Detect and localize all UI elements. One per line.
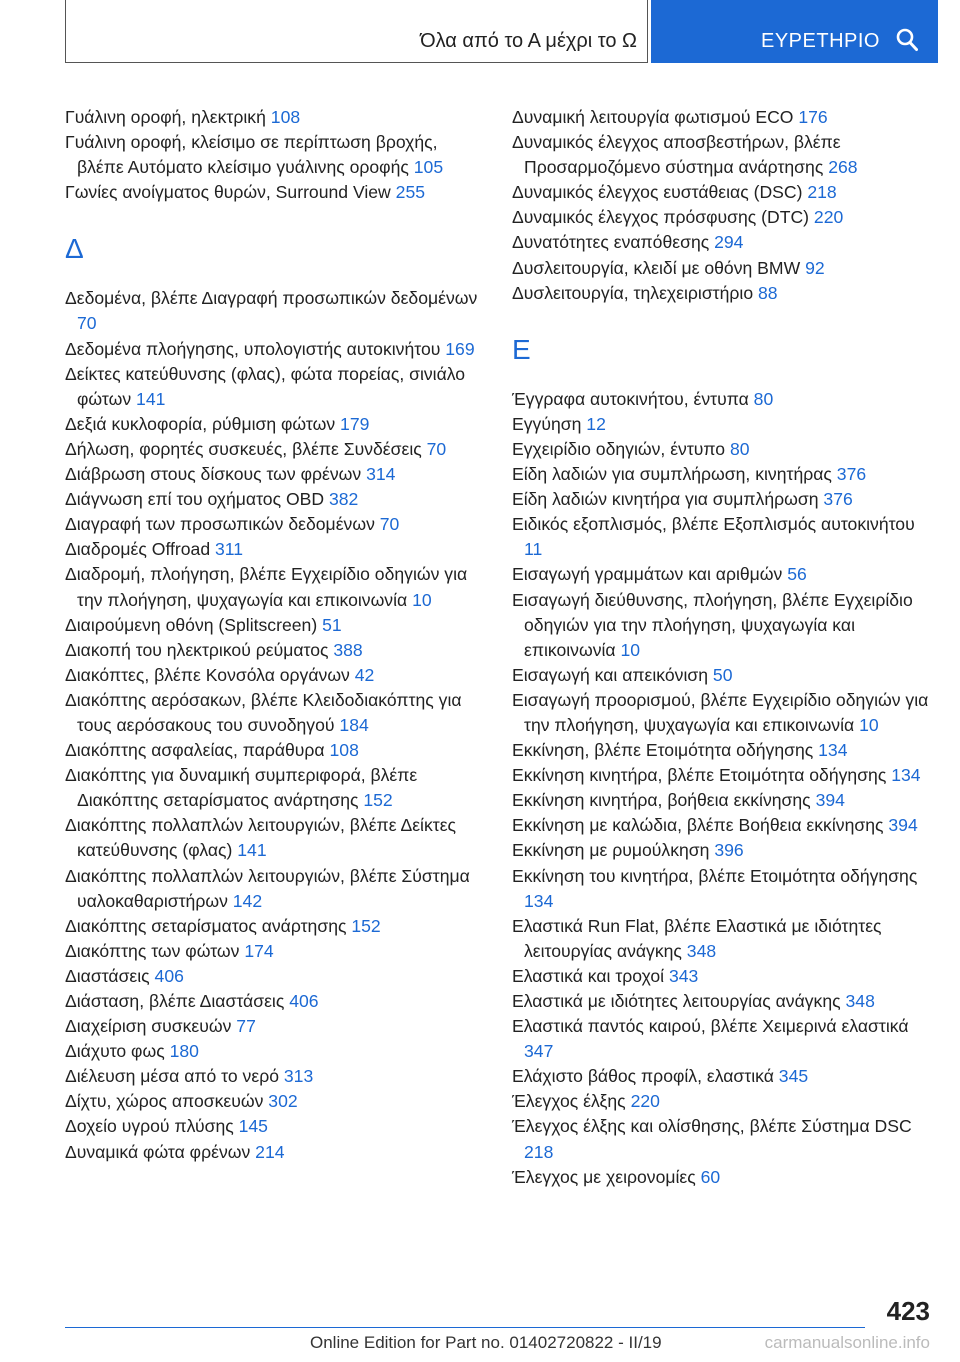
index-entry-text: Διακόπτης πολλαπλών λειτουργιών, βλέπε Σύστημα υαλοκαθαριστήρων bbox=[65, 865, 470, 911]
section-letter: Ε bbox=[512, 333, 531, 365]
index-entry-text: Δυνατότητες εναπόθεσης bbox=[512, 232, 710, 253]
index-entry-text: Εκκίνηση με ρυμούλκηση bbox=[512, 840, 710, 861]
page-link[interactable]: 80 bbox=[753, 388, 774, 409]
index-entry bbox=[512, 688, 932, 738]
index-entry bbox=[65, 638, 485, 663]
page-link[interactable]: 141 bbox=[237, 840, 267, 861]
index-entry bbox=[65, 914, 485, 939]
section-letter: Δ bbox=[65, 233, 84, 265]
index-entry bbox=[512, 864, 932, 914]
index-entry-text: Δυσλειτουργία, τηλεχειριστήριο bbox=[512, 282, 754, 303]
page-link[interactable]: 169 bbox=[445, 338, 475, 359]
tab-a-to-z[interactable] bbox=[65, 0, 648, 63]
page-link[interactable]: 220 bbox=[813, 207, 844, 228]
index-entry bbox=[65, 738, 485, 763]
index-entry bbox=[65, 337, 485, 362]
page-link[interactable]: 60 bbox=[700, 1166, 721, 1187]
index-entry bbox=[65, 1064, 485, 1089]
index-entry bbox=[512, 437, 932, 462]
footer-rule bbox=[65, 1327, 865, 1328]
page-link[interactable]: 134 bbox=[524, 890, 554, 911]
index-entry bbox=[512, 1114, 932, 1164]
index-entry-text: Δυναμικός έλεγχος ευστάθειας (DSC) bbox=[512, 182, 803, 203]
index-entry bbox=[512, 1014, 932, 1064]
index-entry bbox=[512, 412, 932, 437]
page-link[interactable]: 12 bbox=[586, 413, 606, 434]
page-link[interactable]: 220 bbox=[630, 1091, 660, 1112]
page-link[interactable]: 348 bbox=[845, 991, 875, 1011]
index-entry-text: Γωνίες ανοίγματος θυρών, Surround View bbox=[65, 182, 391, 203]
index-entry bbox=[512, 462, 932, 487]
page-link[interactable]: 10 bbox=[412, 589, 432, 610]
index-entry-text: Εκκίνηση κινητήρα, βοήθεια εκκίνησης bbox=[512, 790, 811, 811]
page-link[interactable]: 152 bbox=[363, 790, 393, 811]
index-entry bbox=[65, 939, 485, 964]
index-entry-text: Δυσλειτουργία, κλειδί με οθόνη BMW bbox=[512, 257, 801, 278]
index-entry bbox=[65, 864, 485, 914]
page-number: 423 bbox=[886, 1296, 930, 1326]
index-entry bbox=[65, 562, 485, 612]
page-link[interactable]: 51 bbox=[322, 614, 342, 635]
page-link[interactable]: 10 bbox=[620, 639, 641, 660]
page-link[interactable]: 50 bbox=[712, 664, 733, 685]
page-link[interactable]: 268 bbox=[828, 157, 858, 178]
page-link[interactable]: 141 bbox=[136, 388, 166, 409]
index-entry bbox=[65, 763, 485, 813]
index-entry-text: Δείκτες κατεύθυνσης (φλας), φώτα πορείας, σινιάλο φώτων bbox=[65, 363, 466, 409]
index-entry-text: Δυναμικός έλεγχος αποσβεστήρων, βλέπε Προσαρμοζόμενο σύστημα ανάρτησης bbox=[512, 132, 841, 178]
index-entry bbox=[512, 105, 932, 130]
page-link[interactable]: 294 bbox=[714, 232, 744, 253]
index-entry-text: Ελαστικά και τροχοί bbox=[512, 965, 665, 986]
index-entry bbox=[65, 362, 485, 412]
page-link[interactable]: 70 bbox=[426, 438, 447, 459]
page-link[interactable]: 10 bbox=[859, 714, 879, 735]
index-entry bbox=[512, 1064, 932, 1089]
page-link[interactable]: 345 bbox=[778, 1066, 809, 1087]
page-link[interactable]: 142 bbox=[232, 890, 263, 911]
index-entry bbox=[512, 562, 932, 587]
page-link[interactable]: 406 bbox=[289, 991, 319, 1011]
index-entry-text: Ειδικός εξοπλισμός, βλέπε Εξοπλισμός αυτοκινήτου bbox=[512, 514, 915, 535]
index-entry bbox=[65, 813, 485, 863]
index-entry bbox=[512, 130, 932, 180]
index-entry bbox=[512, 256, 932, 281]
index-entry-text: Διακόπτης για δυναμική συμπεριφορά, βλέπε Διακόπτης σεταρίσματος ανάρτησης bbox=[65, 765, 418, 811]
page-link[interactable]: 218 bbox=[524, 1141, 554, 1162]
index-entry-text: Έλεγχος έλξης bbox=[512, 1091, 626, 1112]
index-entry-text: Ελαστικά παντός καιρού, βλέπε Χειμερινά ελαστικά bbox=[512, 1016, 909, 1037]
index-entry-text: Εκκίνηση του κινητήρα, βλέπε Ετοιμότητα οδήγησης bbox=[512, 865, 918, 886]
page-link[interactable]: 255 bbox=[395, 182, 426, 203]
page-link[interactable]: 343 bbox=[668, 965, 699, 986]
page-link[interactable]: 184 bbox=[339, 714, 369, 735]
page-link[interactable]: 105 bbox=[413, 157, 444, 178]
index-entry bbox=[512, 813, 932, 838]
index-entry-text: Εισαγωγή προορισμού, βλέπε Εγχειρίδιο οδηγιών για την πλοήγηση, ψυχαγωγία και επικοινωνία bbox=[512, 689, 929, 735]
search-icon[interactable] bbox=[896, 28, 918, 52]
index-entry-text: Διαχείριση συσκευών bbox=[65, 1016, 232, 1037]
page-link[interactable]: 218 bbox=[807, 182, 837, 203]
index-entry-text: Γυάλινη οροφή, ηλεκτρική bbox=[65, 107, 266, 127]
index-entry-text: Εκκίνηση με καλώδια, βλέπε Βοήθεια εκκίνησης bbox=[512, 815, 884, 836]
index-entry-text: Εισαγωγή γραμμάτων και αριθμών bbox=[512, 564, 783, 585]
index-entry bbox=[512, 1089, 932, 1114]
tab-index-label: ΕΥΡΕΤΗΡΙΟ bbox=[761, 30, 880, 52]
page-link[interactable]: 108 bbox=[329, 740, 359, 761]
index-entry-text: Εκκίνηση, βλέπε Ετοιμότητα οδήγησης bbox=[512, 740, 814, 761]
index-entry bbox=[512, 964, 932, 989]
index-entry bbox=[65, 613, 485, 638]
index-entry-text: Διαδρομές Offroad bbox=[65, 539, 211, 560]
index-entry bbox=[512, 281, 932, 306]
page-link[interactable]: 347 bbox=[524, 1041, 554, 1062]
index-entry bbox=[65, 688, 485, 738]
index-entry bbox=[65, 1014, 485, 1039]
page-link[interactable]: 311 bbox=[215, 539, 244, 560]
index-entry bbox=[512, 230, 932, 255]
index-entry bbox=[65, 1140, 485, 1165]
page-link[interactable]: 214 bbox=[255, 1141, 285, 1162]
page-link[interactable]: 376 bbox=[823, 489, 853, 510]
page-link[interactable]: 314 bbox=[366, 464, 396, 485]
page-link[interactable]: 70 bbox=[379, 514, 400, 535]
index-entry-text: Διέλευση μέσα από το νερό bbox=[65, 1066, 279, 1087]
index-entry-text: Εισαγωγή και απεικόνιση bbox=[512, 664, 709, 685]
index-entry bbox=[65, 964, 485, 989]
index-entry-text: Εισαγωγή διεύθυνσης, πλοήγηση, βλέπε Εγχειρίδιο οδηγιών για την πλοήγηση, ψυχαγωγία και επικοινωνία bbox=[512, 589, 913, 660]
page-link[interactable]: 406 bbox=[154, 965, 184, 986]
edition-footer: Online Edition for Part no. 01402720822 - II/19 bbox=[310, 1333, 662, 1352]
page-link[interactable]: 394 bbox=[888, 815, 918, 836]
index-entry bbox=[512, 838, 932, 863]
index-entry-text: Διακόπτης ασφαλείας, παράθυρα bbox=[65, 740, 325, 761]
page-link[interactable]: 134 bbox=[818, 740, 848, 761]
page-link[interactable]: 80 bbox=[729, 438, 750, 459]
index-entry bbox=[512, 989, 932, 1014]
index-entry bbox=[512, 180, 932, 205]
page-link[interactable]: 348 bbox=[686, 940, 717, 961]
index-entry bbox=[512, 763, 932, 788]
tab-index[interactable] bbox=[651, 0, 938, 63]
index-entry-text: Είδη λαδιών για συμπλήρωση, κινητήρας bbox=[512, 464, 832, 485]
index-entry-text: Ελάχιστο βάθος προφίλ, ελαστικά bbox=[512, 1066, 774, 1087]
index-entry-text: Έλεγχος έλξης και ολίσθησης, βλέπε Σύστημα DSC bbox=[512, 1116, 912, 1137]
index-entry-text: Διακόπτης αερόσακων, βλέπε Κλειδοδιακόπτης για τους αερόσακους του συνοδηγού bbox=[65, 689, 462, 735]
page-link[interactable]: 92 bbox=[805, 257, 825, 278]
page-link[interactable]: 174 bbox=[244, 940, 274, 961]
page-link[interactable]: 56 bbox=[787, 564, 807, 585]
page-link[interactable]: 176 bbox=[798, 107, 828, 127]
page-link[interactable]: 394 bbox=[815, 790, 845, 811]
index-entry-text: Διαδρομή, πλοήγηση, βλέπε Εγχειρίδιο οδηγιών για την πλοήγηση, ψυχαγωγία και επικοινωνία bbox=[65, 564, 468, 610]
index-entry-text: Δεδομένα, βλέπε Διαγραφή προσωπικών δεδομένων bbox=[65, 288, 478, 309]
index-entry-text: Διακόπτες, βλέπε Κονσόλα οργάνων bbox=[65, 664, 350, 685]
page-link[interactable]: 152 bbox=[351, 915, 381, 936]
index-entry-text: Διαγραφή των προσωπικών δεδομένων bbox=[65, 514, 375, 535]
page-link[interactable]: 179 bbox=[340, 413, 370, 434]
index-entry bbox=[65, 1114, 485, 1139]
page-link[interactable]: 396 bbox=[714, 840, 744, 861]
index-entry bbox=[512, 512, 932, 562]
page-link[interactable]: 134 bbox=[891, 765, 921, 786]
index-entry-text: Διάγνωση επί του οχήματος OBD bbox=[65, 489, 325, 510]
index-entry bbox=[512, 205, 932, 230]
index-entry-text: Δήλωση, φορητές συσκευές, βλέπε Συνδέσεις bbox=[65, 438, 422, 459]
index-entry-text: Δυναμική λειτουργία φωτισμού ECO bbox=[512, 107, 794, 127]
page-link[interactable]: 145 bbox=[238, 1116, 268, 1137]
index-entry-text: Ελαστικά Run Flat, βλέπε Ελαστικά με ιδιότητες λειτουργίας ανάγκης bbox=[512, 915, 882, 961]
index-entry bbox=[65, 437, 485, 462]
index-entry-text: Ελαστικά με ιδιότητες λειτουργίας ανάγκης bbox=[512, 991, 841, 1011]
index-entry bbox=[65, 1039, 485, 1064]
index-entry-text: Δεξιά κυκλοφορία, ρύθμιση φώτων bbox=[65, 413, 336, 434]
index-entry bbox=[65, 105, 485, 130]
index-entry-text: Διάβρωση στους δίσκους των φρένων bbox=[65, 464, 362, 485]
index-entry bbox=[512, 914, 932, 964]
index-entry-text: Διακοπή του ηλεκτρικού ρεύματος bbox=[65, 639, 329, 660]
index-entry-text: Διάχυτο φως bbox=[65, 1041, 165, 1062]
index-entry-text: Διαιρούμενη οθόνη (Splitscreen) bbox=[65, 614, 318, 635]
index-entry bbox=[65, 180, 485, 205]
index-entry bbox=[512, 663, 932, 688]
page-link[interactable]: 302 bbox=[268, 1091, 298, 1112]
index-entry-text: Εκκίνηση κινητήρα, βλέπε Ετοιμότητα οδήγησης bbox=[512, 765, 887, 786]
index-entry bbox=[65, 537, 485, 562]
index-entry-text: Διακόπτης πολλαπλών λειτουργιών, βλέπε Δείκτες κατεύθυνσης (φλας) bbox=[65, 815, 457, 861]
index-entry bbox=[65, 989, 485, 1014]
index-entry-text: Δίχτυ, χώρος αποσκευών bbox=[65, 1091, 264, 1112]
tab-a-to-z-label: Όλα από το Α μέχρι το Ω bbox=[420, 30, 637, 52]
index-entry-text: Διακόπτης των φώτων bbox=[65, 940, 240, 961]
index-entry bbox=[65, 487, 485, 512]
index-column-left bbox=[65, 105, 485, 1165]
watermark: carmanualsonline.info bbox=[764, 1333, 930, 1352]
index-entry-text: Δυναμικός έλεγχος πρόσφυσης (DTC) bbox=[512, 207, 810, 228]
index-entry-text: Γυάλινη οροφή, κλείσιμο σε περίπτωση βροχής, βλέπε Αυτόματο κλείσιμο γυάλινης οροφής bbox=[65, 132, 438, 178]
index-entry-text: Είδη λαδιών κινητήρα για συμπλήρωση bbox=[512, 489, 819, 510]
index-entry-text: Έλεγχος με χειρονομίες bbox=[512, 1166, 696, 1187]
index-entry bbox=[65, 663, 485, 688]
page-link[interactable]: 376 bbox=[836, 464, 867, 485]
index-entry bbox=[65, 412, 485, 437]
index-entry bbox=[65, 462, 485, 487]
page-link[interactable]: 70 bbox=[77, 313, 97, 334]
index-entry bbox=[65, 286, 485, 336]
page-link[interactable]: 382 bbox=[328, 489, 359, 510]
index-entry-text: Έγγραφα αυτοκινήτου, έντυπα bbox=[512, 388, 749, 409]
page-link[interactable]: 108 bbox=[270, 107, 301, 127]
page-link[interactable]: 180 bbox=[169, 1041, 199, 1062]
index-entry bbox=[512, 588, 932, 663]
index-entry bbox=[65, 130, 485, 180]
index-entry bbox=[65, 1089, 485, 1114]
index-entry-text: Εγγύηση bbox=[512, 413, 582, 434]
index-entry bbox=[512, 788, 932, 813]
index-entry bbox=[512, 1165, 932, 1190]
index-entry bbox=[65, 512, 485, 537]
page-link[interactable]: 388 bbox=[333, 639, 363, 660]
page-link[interactable]: 11 bbox=[524, 539, 543, 560]
page-link[interactable]: 88 bbox=[758, 282, 778, 303]
index-entry bbox=[512, 387, 932, 412]
index-entry-text: Δοχείο υγρού πλύσης bbox=[65, 1116, 234, 1137]
index-column-right bbox=[512, 105, 932, 1190]
index-entry bbox=[512, 738, 932, 763]
index-entry-text: Διαστάσεις bbox=[65, 965, 150, 986]
page-link[interactable]: 77 bbox=[236, 1016, 256, 1037]
index-entry bbox=[512, 487, 932, 512]
index-entry-text: Δυναμικά φώτα φρένων bbox=[65, 1141, 251, 1162]
index-entry-text: Διάσταση, βλέπε Διαστάσεις bbox=[65, 991, 285, 1011]
index-entry-text: Εγχειρίδιο οδηγιών, έντυπο bbox=[512, 438, 726, 459]
page-link[interactable]: 313 bbox=[283, 1066, 314, 1087]
index-entry-text: Δεδομένα πλοήγησης, υπολογιστής αυτοκινήτου bbox=[65, 338, 441, 359]
index-entry-text: Διακόπτης σεταρίσματος ανάρτησης bbox=[65, 915, 347, 936]
page-link[interactable]: 42 bbox=[354, 664, 375, 685]
